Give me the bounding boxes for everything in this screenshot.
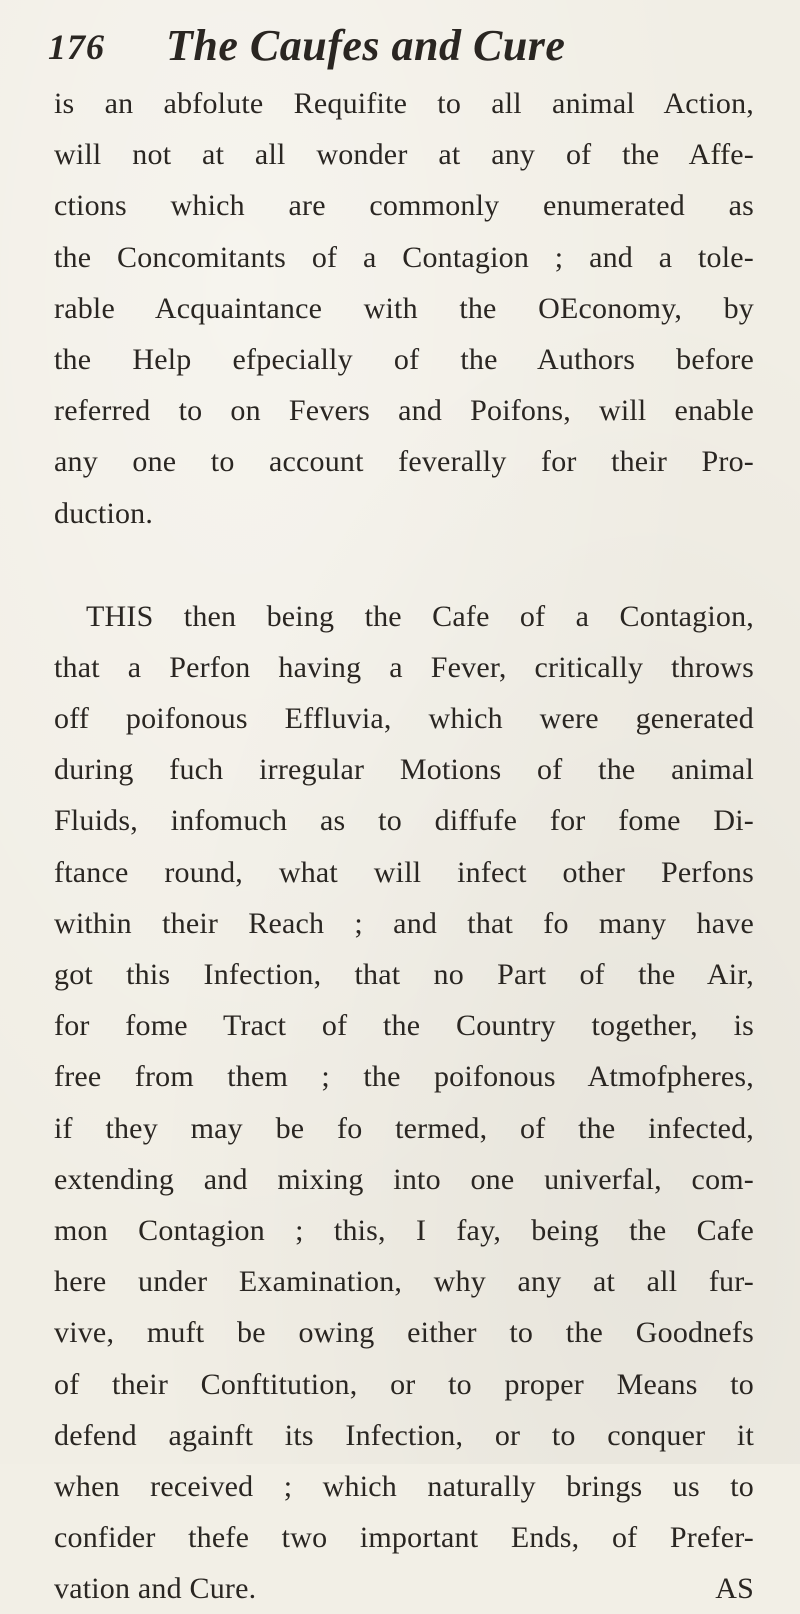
running-head — [48, 18, 748, 78]
paragraph-2 — [54, 591, 754, 1614]
text-line: defend againft its Infection, or to conquer it — [54, 1418, 754, 1452]
text-line: rable Acquaintance with the OEconomy, by — [54, 291, 754, 325]
text-line: off poifonous Effluvia, which were generated — [54, 702, 754, 736]
text-line: here under Examination, why any at all fur- — [54, 1265, 754, 1299]
text-line: any one to account feverally for their Pro- — [54, 445, 754, 479]
body-text — [54, 78, 754, 1614]
catchword: AS — [715, 1572, 754, 1606]
text-line: for fome Tract of the Country together, is — [54, 1009, 754, 1043]
last-line — [54, 1563, 754, 1614]
paragraph-gap — [54, 539, 754, 591]
page-number: 176 — [48, 27, 105, 67]
text-line: the Concomitants of a Contagion ; and a tole- — [54, 240, 754, 274]
text-line: referred to on Fevers and Poifons, will enable — [54, 394, 754, 428]
text-line: during fuch irregular Motions of the animal — [54, 753, 754, 787]
text-line: free from them ; the poifonous Atmofpheres, — [54, 1060, 754, 1094]
last-line-text: vation and Cure. — [54, 1572, 257, 1606]
text-line: extending and mixing into one univerfal, com- — [54, 1162, 754, 1196]
text-line: Fluids, infomuch as to diffufe for fome Di- — [54, 804, 754, 838]
text-line: when received ; which naturally brings us to — [54, 1469, 754, 1503]
text-line: will not at all wonder at any of the Affe- — [54, 138, 754, 172]
running-title: The Caufes and Cure — [166, 21, 566, 70]
paragraph-1 — [54, 78, 754, 539]
text-line: ftance round, what will infect other Perfons — [54, 855, 754, 889]
text-line: got this Infection, that no Part of the Air, — [54, 958, 754, 991]
text-line: the Help efpecially of the Authors before — [54, 342, 754, 376]
text-line: within their Reach ; and that fo many have — [54, 906, 754, 940]
text-line: if they may be fo termed, of the infected, — [54, 1111, 754, 1145]
text-line: THIS then being the Cafe of a Contagion, — [86, 599, 754, 633]
text-line: that a Perfon having a Fever, critically throws — [54, 650, 754, 684]
text-line: duction. — [54, 496, 154, 530]
text-line: vive, muft be owing either to the Goodnefs — [54, 1316, 754, 1350]
text-line: ctions which are commonly enumerated as — [54, 189, 754, 223]
text-line: mon Contagion ; this, I fay, being the Cafe — [54, 1213, 754, 1247]
text-line: of their Conftitution, or to proper Means to — [54, 1367, 754, 1401]
text-line: confider thefe two important Ends, of Prefer- — [54, 1521, 754, 1555]
text-line: is an abfolute Requifite to all animal Action, — [54, 87, 754, 120]
